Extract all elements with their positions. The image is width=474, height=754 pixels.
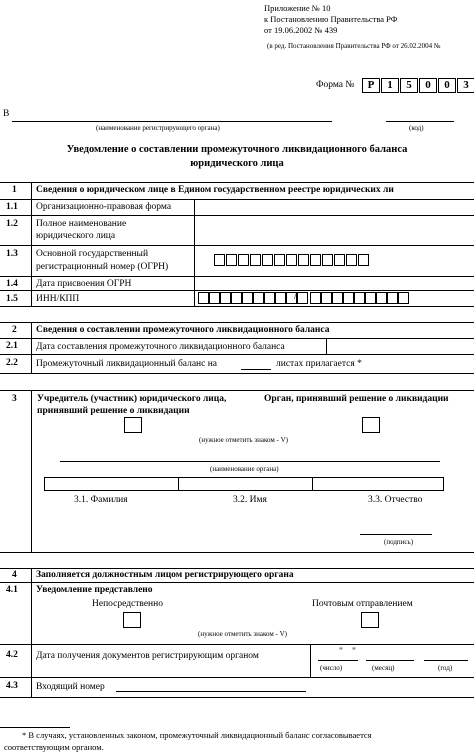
row-4-3-label: Входящий номер	[36, 682, 105, 692]
sheets-count-line[interactable]	[241, 369, 271, 370]
row-1-2-label-1: Полное наименование	[36, 219, 127, 229]
first-name-label: 3.2. Имя	[233, 495, 267, 505]
incoming-number-line[interactable]	[116, 691, 306, 692]
section-2-title: Сведения о составлении промежуточного ликвидационного баланса	[36, 325, 330, 335]
form-cell-5: 0	[438, 78, 456, 93]
org-caption: (наименование регистрирующего органа)	[96, 124, 220, 132]
section-4-number: 4	[12, 570, 17, 580]
section-1-title: Сведения о юридическом лице в Едином государственном реестре юридических ли	[36, 185, 394, 195]
month-caption: (месяц)	[372, 664, 395, 672]
section-3-mark-caption: (нужное отметить знаком - V)	[199, 436, 288, 444]
footnote-line-1: * В случаях, установленных законом, промежуточный ликвидационный баланс согласовывается	[22, 730, 372, 740]
section-2-number: 2	[12, 325, 17, 335]
row-2-2-number: 2.2	[6, 358, 18, 368]
doc-title-line1: Уведомление о составлении промежуточного ликвидационного баланса	[66, 144, 408, 155]
form-cell-6: 3	[457, 78, 474, 93]
organ-label: Орган, принявший решение о ликвидации	[264, 394, 449, 404]
row-2-1-number: 2.1	[6, 341, 18, 351]
row-1-2-label-2: юридического лица	[36, 231, 116, 241]
row-1-4-label: Дата присвоения ОГРН	[36, 279, 132, 289]
row-1-5-number: 1.5	[6, 294, 18, 304]
row-1-3-label-2: регистрационный номер (ОГРН)	[36, 262, 169, 272]
row-1-3-label-1: Основной государственный	[36, 249, 149, 259]
row-2-2-label-a: Промежуточный ликвидационный баланс на	[36, 359, 218, 369]
code-caption: (код)	[409, 124, 424, 132]
row-2-2-label-b: листах прилагается *	[276, 359, 362, 369]
row-4-1-title: Уведомление представлено	[36, 585, 153, 595]
direct-checkbox[interactable]	[123, 612, 141, 628]
section-1-number: 1	[12, 185, 17, 195]
postal-checkbox[interactable]	[361, 612, 379, 628]
form-cell-3: 5	[400, 78, 418, 93]
organ-checkbox[interactable]	[362, 417, 380, 433]
doc-title-line2: юридического лица	[190, 158, 284, 169]
patronymic-label: 3.3. Отчество	[368, 495, 423, 505]
footnote-line-2: соответствующим органом.	[4, 742, 104, 752]
row-1-5-label: ИНН/КПП	[36, 294, 80, 304]
row-4-3-number: 4.3	[6, 681, 18, 691]
founder-checkbox[interactable]	[124, 417, 142, 433]
form-cell-1: Р	[362, 78, 380, 93]
decree-line: к Постановлению Правительства РФ	[264, 14, 398, 24]
form-cell-4: 0	[419, 78, 437, 93]
signature-line[interactable]	[360, 534, 432, 535]
section-4-title: Заполняется должностным лицом регистрирующего органа	[36, 570, 294, 580]
section-4-mark-caption: (нужное отметить знаком - V)	[198, 630, 287, 638]
recipient-prefix: В	[3, 109, 10, 119]
decree-date-line: от 19.06.2002 № 439	[264, 25, 338, 35]
form-label: Форма №	[316, 80, 355, 90]
row-4-2-number: 4.2	[6, 650, 18, 660]
date-year-line[interactable]	[424, 660, 468, 661]
inn-kpp-slash: /	[294, 292, 297, 302]
section-3-number: 3	[12, 394, 17, 404]
organ-name-line[interactable]	[60, 461, 440, 462]
direct-label: Непосредственно	[92, 599, 163, 609]
footnote-divider	[0, 727, 70, 728]
row-1-4-number: 1.4	[6, 279, 18, 289]
row-2-1-label: Дата составления промежуточного ликвидационного баланса	[36, 342, 285, 352]
row-1-1-number: 1.1	[6, 202, 18, 212]
founder-label-2: принявший решение о ликвидации	[37, 406, 190, 416]
revision-line: (в ред. Постановления Правительства РФ от 26.02.2004 №	[267, 42, 441, 50]
row-4-1-number: 4.1	[6, 585, 18, 595]
date-quote-open: "	[339, 647, 343, 657]
day-caption: (число)	[320, 664, 343, 672]
form-cell-2: 1	[381, 78, 399, 93]
date-day-line[interactable]	[318, 660, 358, 661]
row-1-2-number: 1.2	[6, 219, 18, 229]
recipient-org-line[interactable]	[12, 121, 332, 122]
fio-input-strip[interactable]	[44, 477, 444, 491]
row-1-3-number: 1.3	[6, 249, 18, 259]
row-4-2-label: Дата получения документов регистрирующим органом	[36, 651, 259, 661]
year-caption: (год)	[438, 664, 453, 672]
surname-label: 3.1. Фамилия	[74, 495, 128, 505]
row-1-1-label: Организационно-правовая форма	[36, 202, 172, 212]
postal-label: Почтовым отправлением	[312, 599, 413, 609]
date-month-line[interactable]	[366, 660, 414, 661]
founder-label-1: Учредитель (участник) юридического лица,	[37, 394, 227, 404]
organ-name-caption: (наименование органа)	[210, 465, 279, 473]
date-quote-close: "	[352, 647, 356, 657]
signature-caption: (подпись)	[384, 538, 414, 546]
appendix-line: Приложение № 10	[264, 3, 331, 13]
recipient-code-line[interactable]	[386, 121, 454, 122]
